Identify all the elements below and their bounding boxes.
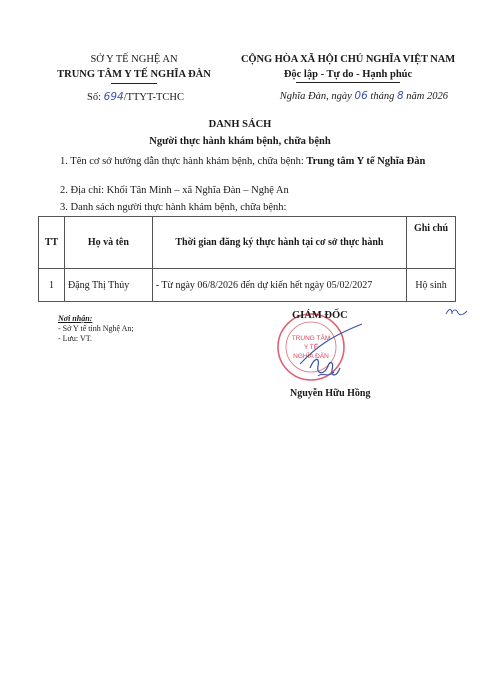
handwritten-month: 8 [396,90,404,102]
national-header [236,52,460,104]
document-title: DANH SÁCH [208,119,272,130]
margin-initials [444,304,470,318]
cell-period: - Từ ngày 06/8/2026 đến dự kiến hết ngày 05/02/2027 [152,269,406,302]
document-number: Số: 694/TTYT-TCHC [87,91,184,103]
handwritten-day: 06 [354,90,368,102]
header-period: Thời gian đăng ký thực hành tại cơ sở thực hành [152,217,406,269]
item-address: 2. Địa chỉ: Khối Tân Minh – xã Nghĩa Đàn – Nghệ An [60,185,289,196]
recipients-block [58,314,134,344]
header-rule-left [111,83,157,84]
item-list-intro: 3. Danh sách người thực hành khám bệnh, chữa bệnh: [60,202,287,213]
signer-role: GIÁM ĐỐC [292,310,348,321]
table-row [39,269,456,302]
recipient-line: - Sở Y tế tỉnh Nghệ An; [58,324,134,333]
recipients-heading: Nơi nhận: [58,314,93,323]
cell-tt: 1 [39,269,65,302]
header-rule-right [296,82,400,83]
header-tt: TT [39,217,65,269]
header-name: Họ và tên [64,217,152,269]
country-name: CỘNG HÒA XÃ HỘI CHỦ NGHĨA VIỆT NAM [240,54,456,65]
stamp-line: Y TẾ [303,344,319,351]
issuer-block [44,52,224,105]
document-date: Nghĩa Đàn, ngày 06 tháng 8 năm 2026 [279,90,448,102]
facility-name: Trung tâm Y tế Nghĩa Đàn [306,156,426,167]
recipient-line: - Lưu: VT. [58,334,93,343]
header-note: Ghi chú [407,217,456,269]
document-subtitle: Người thực hành khám bệnh, chữa bệnh [149,136,331,147]
department-name: SỞ Y TẾ NGHỆ AN [90,54,178,65]
handwritten-number: 694 [103,91,124,103]
stamp-line: NGHĨA ĐÀN [293,353,329,360]
national-motto: Độc lập - Tự do - Hạnh phúc [283,69,413,80]
table-header-row [39,217,456,269]
practitioner-table [38,216,456,302]
item-facility: 1. Tên cơ sở hướng dẫn thực hành khám bệnh, chữa bệnh: Trung tâm Y tế Nghĩa Đàn [60,156,426,167]
stamp-line: TRUNG TÂM [291,335,331,342]
cell-note: Hộ sinh [407,269,456,302]
signer-name: Nguyễn Hữu Hồng [290,388,371,399]
cell-name: Đặng Thị Thủy [64,269,152,302]
center-name: TRUNG TÂM Y TẾ NGHĨA ĐÀN [57,69,211,80]
